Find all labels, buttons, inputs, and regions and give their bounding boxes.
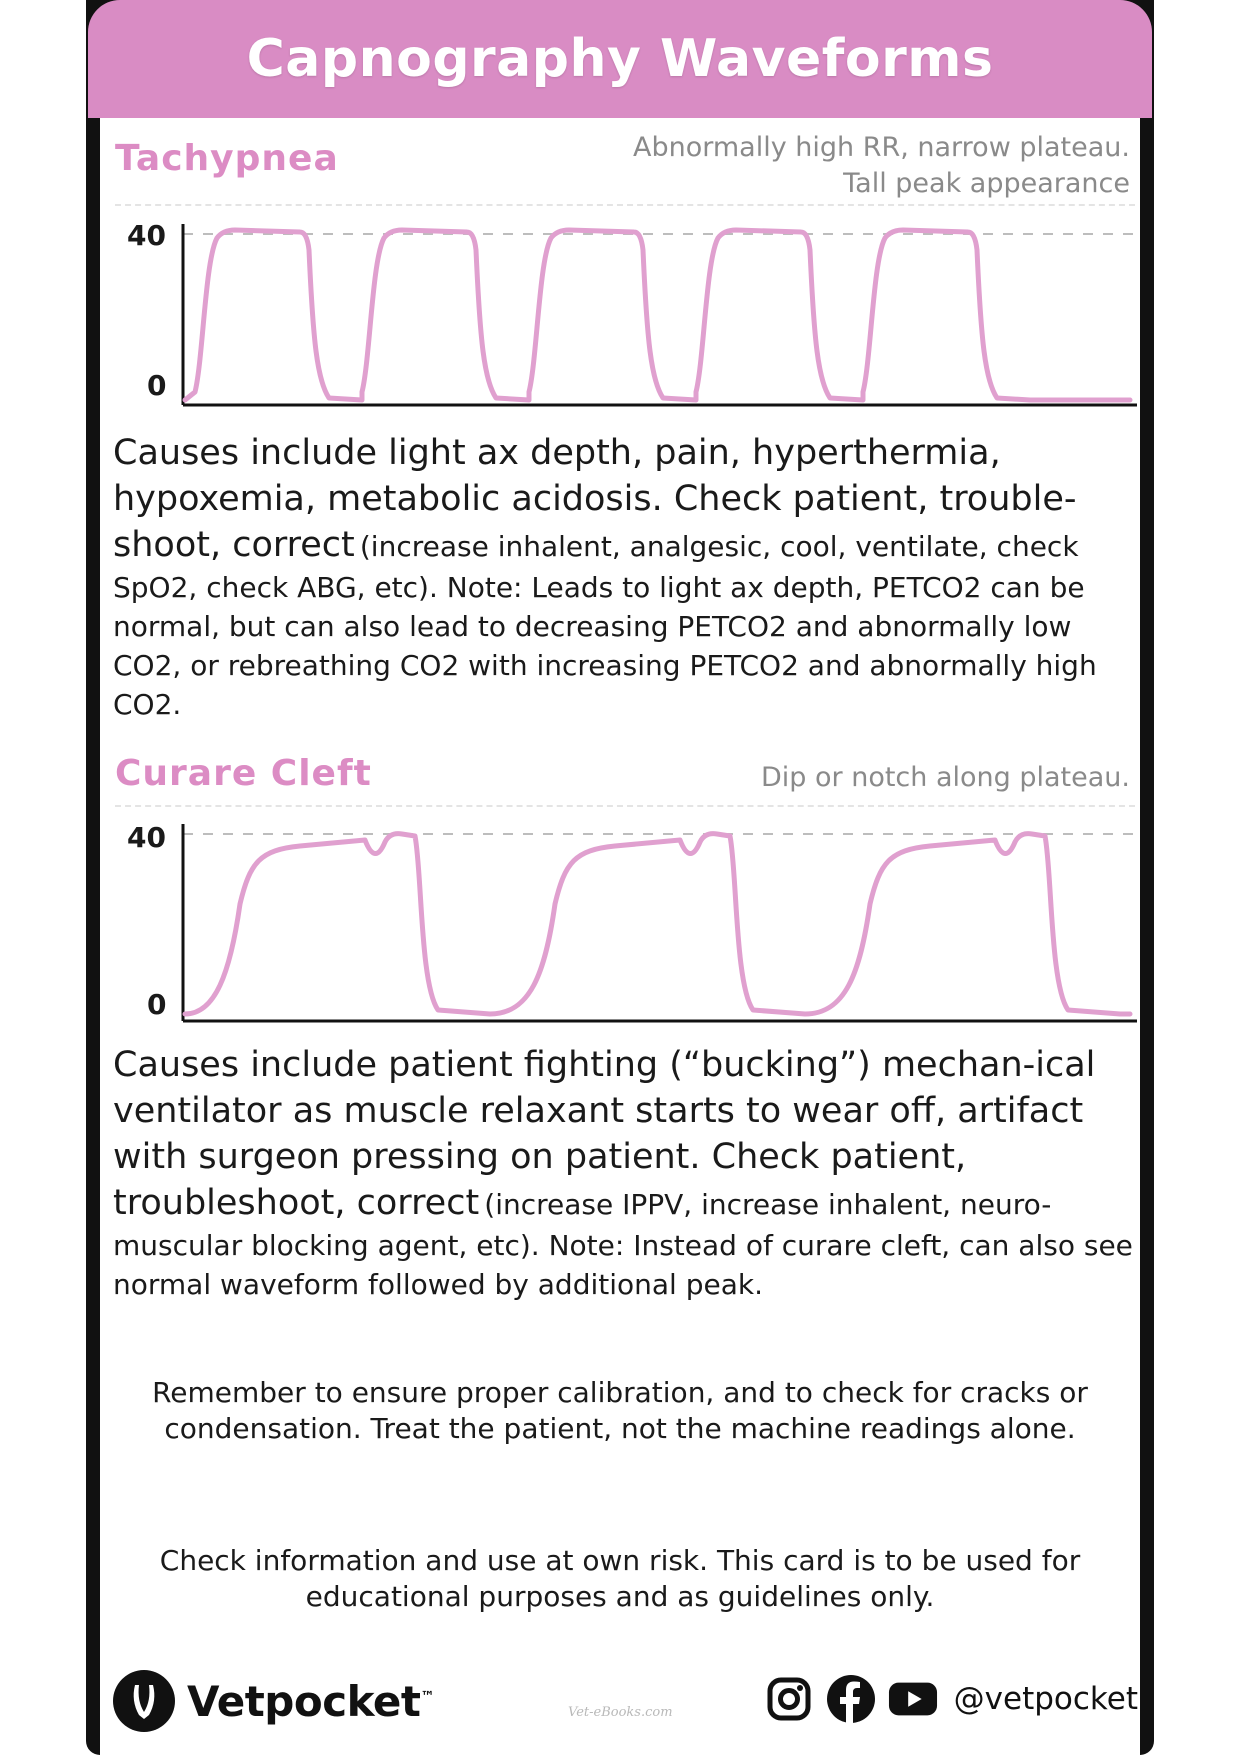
tachypnea-waveform-chart <box>115 212 1140 417</box>
social-handle[interactable]: @vetpocket <box>953 1681 1138 1717</box>
card-border-right <box>1140 0 1154 1755</box>
y-max-label: 40 <box>127 821 166 854</box>
watermark: Vet-eBooks.com <box>568 1705 673 1720</box>
curare-cleft-waveform-line <box>185 834 1130 1014</box>
title-banner <box>88 0 1152 118</box>
y-min-label: 0 <box>147 369 167 402</box>
section-note-tachypnea <box>633 130 1130 202</box>
divider <box>115 204 1135 206</box>
y-min-label: 0 <box>147 988 167 1021</box>
brand-name: Vetpocket™ <box>187 1676 434 1726</box>
youtube-icon[interactable] <box>888 1674 938 1724</box>
facebook-icon[interactable] <box>826 1674 876 1724</box>
description-detail: (increase IPPV, increase inhalent, neuro-muscular blocking agent, etc). Note: Instead of curare cleft, can also see normal waveform followed by additional peak. <box>113 1188 1133 1301</box>
disclaimer: Check information and use at own risk. This card is to be used for educational purposes and as guidelines only. <box>159 1544 1081 1613</box>
curare-cleft-description <box>113 1042 1138 1304</box>
section-title-tachypnea: Tachypnea <box>115 138 339 179</box>
divider <box>115 805 1135 807</box>
section-title-curare-cleft: Curare Cleft <box>115 753 372 794</box>
tachypnea-description <box>113 430 1138 724</box>
note-line: Tall peak appearance <box>843 168 1130 199</box>
y-max-label: 40 <box>127 219 166 252</box>
calibration-note: Remember to ensure proper calibration, and to check for cracks or condensation. Treat the patient, not the machine readings alone. <box>152 1376 1088 1445</box>
tachypnea-waveform-line <box>185 230 1130 400</box>
description-lead: Causes include light ax depth, pain, hyperthermia, hypoxemia, metabolic acidosis. Check patient, trouble-shoot, correct <box>113 433 1077 565</box>
card-border-left <box>86 0 100 1755</box>
note-line: Abnormally high RR, narrow plateau. <box>632 132 1130 163</box>
social-links <box>764 1674 1138 1724</box>
description-detail: (increase inhalent, analgesic, cool, ventilate, check SpO2, check ABG, etc). Note: Leads to light ax depth, PETCO2 can be normal, but can also lead to decreasing PETCO2 and abnormally low CO2, or rebreathing CO2 with increasing PETCO2 and abnormally high CO2. <box>113 530 1097 721</box>
section-note-curare-cleft <box>761 760 1130 796</box>
vetpocket-logo-icon <box>113 1670 175 1732</box>
brand <box>113 1670 434 1732</box>
footer <box>113 1670 1138 1740</box>
instagram-icon[interactable] <box>764 1674 814 1724</box>
curare-cleft-waveform-chart <box>115 812 1140 1027</box>
page-title: Capnography Waveforms <box>246 29 994 89</box>
description-lead: Causes include patient fighting (“bucking”) mechan-ical ventilator as muscle relaxant starts to wear off, artifact with surgeon pressing on patient. Check patient, troubleshoot, correct <box>113 1045 1096 1223</box>
note-line: Dip or notch along plateau. <box>761 762 1130 793</box>
